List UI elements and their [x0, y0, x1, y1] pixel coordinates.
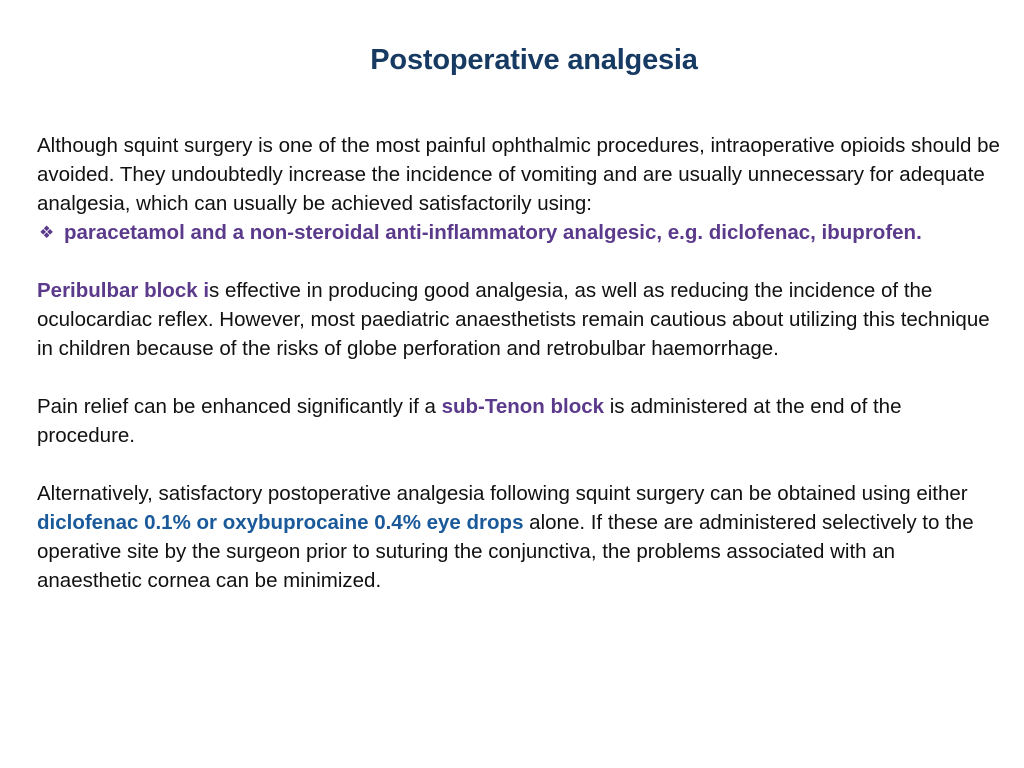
sub-tenon-after: is administered at the end of the procedure.: [37, 395, 902, 447]
peribulbar-text: s effective in producing good analgesia, as well as reducing the incidence of the oculocardiac reflex. However, most paediatric anaesthetists remain cautious about utilizing this technique in children because of the risks of globe perforation and retrobulbar haemorrhage.: [37, 279, 990, 360]
diamond-bullet-icon: ❖: [39, 223, 55, 242]
sub-tenon-before: Pain relief can be enhanced significantly if a: [37, 395, 442, 418]
eye-drops-before: Alternatively, satisfactory postoperative analgesia following squint surgery can be obtained using either: [37, 482, 968, 505]
eye-drops-highlight: diclofenac 0.1% or oxybuprocaine 0.4% eye drops: [37, 511, 524, 534]
eye-drops-after: alone. If these are administered selectively to the operative site by the surgeon prior to suturing the conjunctiva, the problems associated with an anaesthetic cornea can be minimized.: [37, 511, 974, 592]
bullet-text: paracetamol and a non-steroidal anti-inflammatory analgesic, e.g. diclofenac, ibuprofen.: [64, 221, 922, 244]
sub-tenon-paragraph: [37, 392, 1002, 450]
slide-body: [37, 131, 1002, 595]
peribulbar-paragraph: [37, 276, 1002, 363]
spacer: [37, 363, 1002, 392]
eye-drops-paragraph: [37, 479, 1002, 595]
intro-paragraph: Although squint surgery is one of the most painful ophthalmic procedures, intraoperative opioids should be avoided. They undoubtedly increase the incidence of vomiting and are usually unnecessary for adequate analgesia, which can usually be achieved satisfactorily using:: [37, 134, 1000, 215]
spacer: [37, 247, 1002, 276]
bullet-item: [37, 218, 1002, 247]
slide-title: Postoperative analgesia: [370, 44, 698, 76]
spacer: [37, 450, 1002, 479]
sub-tenon-highlight: sub-Tenon block: [441, 395, 605, 418]
peribulbar-highlight: Peribulbar block i: [37, 279, 210, 302]
